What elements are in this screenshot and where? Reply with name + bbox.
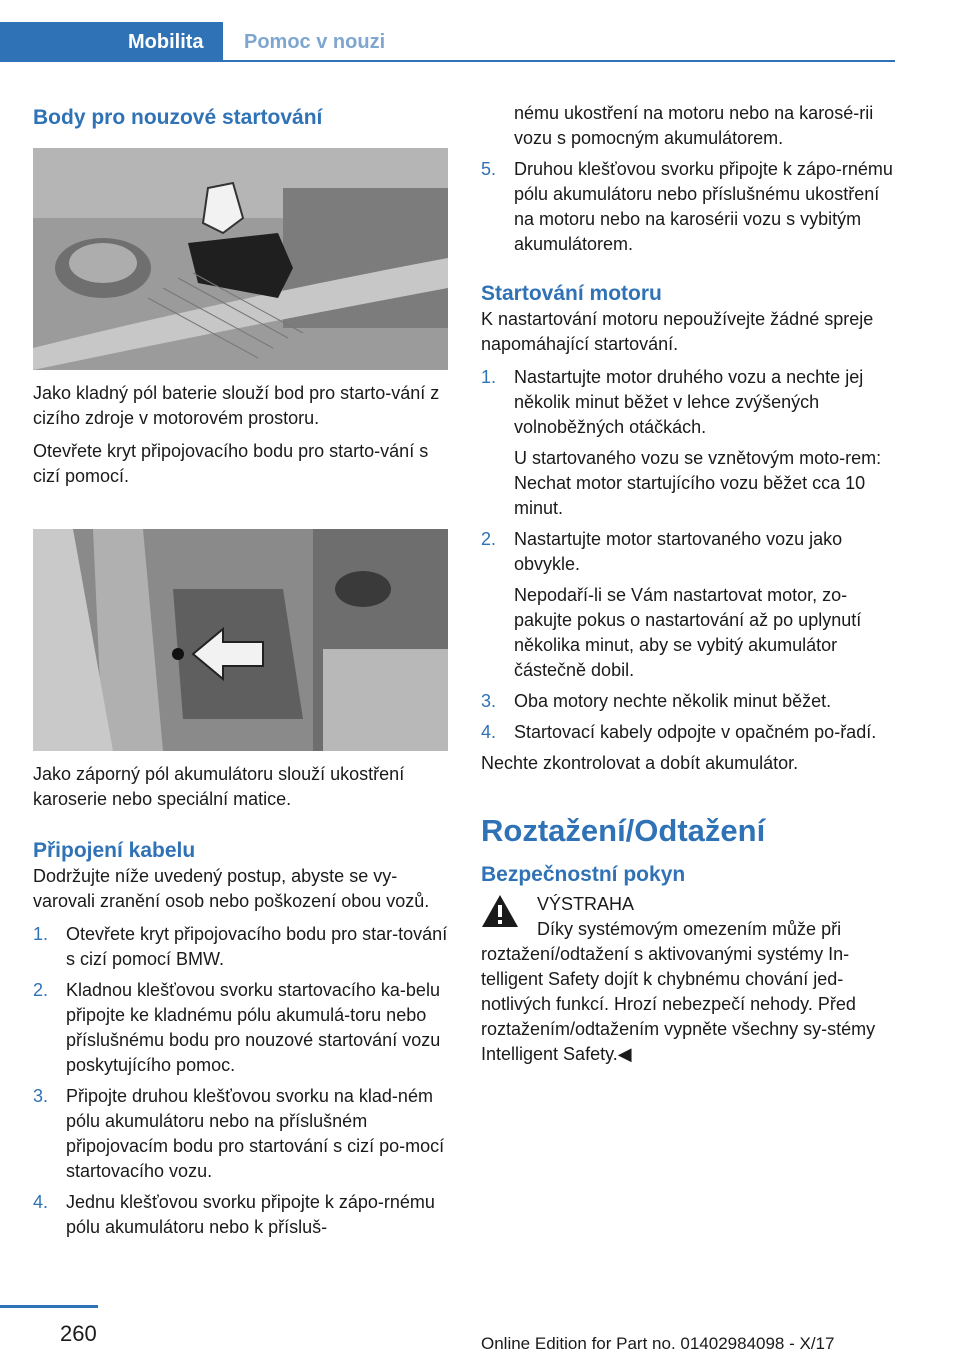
list-item [481,157,896,257]
left-column [33,96,448,1240]
connection-steps-continued [481,101,896,257]
engine-start-intro: K nastartování motoru nepoužívejte žádné spreje napomáhající startování. [481,309,874,354]
warning-triangle-icon [481,894,519,928]
tab-underline [223,60,895,62]
warning-label: VÝSTRAHA [537,894,635,914]
step-subtext: U startovaného vozu se vznětovým moto‐rem: Nechat motor startujícího vozu běžet cca 10 minut. [514,448,882,518]
step-number: 2. [481,529,497,549]
step-text: Druhou klešťovou svorku připojte k zápo‐rnému pólu akumulátoru nebo příslušnému ukostření na motoru nebo na karosérii vozu s vybitým akumulátorem. [514,159,893,254]
step-number: 1. [33,924,49,944]
step-subtext: Nepodaří-li se Vám nastartovat motor, zo‐pakujte pokus o nastartování až po uplynutí několika minut, aby se vybitý akumulátor částečně dobil. [514,585,862,680]
right-column [481,101,896,1067]
heading-cable-connection: Připojení kabelu [33,839,196,862]
engine-bay-photo-positive [33,148,448,370]
engine-start-outro: Nechte zkontrolovat a dobít akumulátor. [481,753,799,773]
list-item [481,527,896,683]
list-item [481,365,896,521]
step-number: 4. [33,1192,49,1212]
heading-safety-note: Bezpečnostní pokyn [481,863,686,886]
step-text: Otevřete kryt připojovacího bodu pro star‐tování s cizí pomocí BMW. [66,924,448,969]
step-text: Oba motory nechte několik minut běžet. [514,691,832,711]
step-continuation: nému ukostření na motoru nebo na karosé‐rii vozu s pomocným akumulátorem. [514,103,874,148]
step-number: 1. [481,367,497,387]
heading-engine-start: Startování motoru [481,282,662,305]
list-item [481,689,896,714]
list-item [481,101,896,151]
tab-pomoc-v-nouzi[interactable]: Pomoc v nouzi [223,22,895,62]
heading-emergency-start-points: Body pro nouzové startování [33,106,323,129]
engine-start-steps [481,365,896,745]
list-item [33,1190,448,1240]
list-item [33,978,448,1078]
cable-connection-intro: Dodržujte níže uvedený postup, abyste se vy‐varovali zranění osob nebo poškození obou vozů. [33,866,430,911]
warning-block [481,892,896,1067]
caption-negative-pole: Jako záporný pól akumulátoru slouží ukostření karoserie nebo speciální matice. [33,764,405,809]
list-item [33,1084,448,1184]
edition-info: Online Edition for Part no. 01402984098 - X/17 [481,1334,835,1353]
engine-bay-photo-negative [33,529,448,751]
warning-text: Díky systémovým omezením může při roztažení/odtažení s aktivovanými systémy In‐telligent Safety dojít k chybnému chování jed‐notlivých funkcí. Hrozí nebezpečí nehody. Před roztažením/odtažením vypněte všechny sy‐stémy Intelligent Safety.◀ [481,919,876,1064]
step-number: 4. [481,722,497,742]
step-text: Nastartujte motor druhého vozu a nechte jej několik minut běžet v lehce zvýšených volnoběžných otáčkách. [514,367,864,437]
heading-towing: Roztažení/Odtažení [481,813,766,848]
caption-positive-pole: Jako kladný pól baterie slouží bod pro starto‐vání z cizího zdroje v motorovém prostoru. [33,383,440,428]
step-text: Připojte druhou klešťovou svorku na klad‐ném pólu akumulátoru nebo na příslušném připojovacím bodu pro startování s cizí po‐mocí startovacího vozu. [66,1086,445,1181]
step-text: Startovací kabely odpojte v opačném po‐řadí. [514,722,877,742]
step-text: Jednu klešťovou svorku připojte k zápo‐rnému pólu akumulátoru nebo k přísluš‐ [66,1192,435,1237]
header-tabbar [0,22,895,62]
list-item [33,922,448,972]
step-number: 2. [33,980,49,1000]
step-text: Nastartujte motor startovaného vozu jako obvykle. [514,529,843,574]
page-number: 260 [60,1321,97,1346]
tab-mobilita[interactable]: Mobilita [0,22,223,62]
step-number: 3. [33,1086,49,1106]
list-item [481,720,896,745]
caption-open-cover: Otevřete kryt připojovacího bodu pro starto‐vání s cizí pomocí. [33,441,429,486]
step-number: 5. [481,159,497,179]
connection-steps [33,922,448,1240]
step-number: 3. [481,691,497,711]
footer-accent-line [0,1305,98,1308]
step-text: Kladnou klešťovou svorku startovacího ka‐belu připojte ke kladnému pólu akumulá‐toru nebo příslušnému bodu pro nouzové startování vozu poskytujícího pomoc. [66,980,441,1075]
